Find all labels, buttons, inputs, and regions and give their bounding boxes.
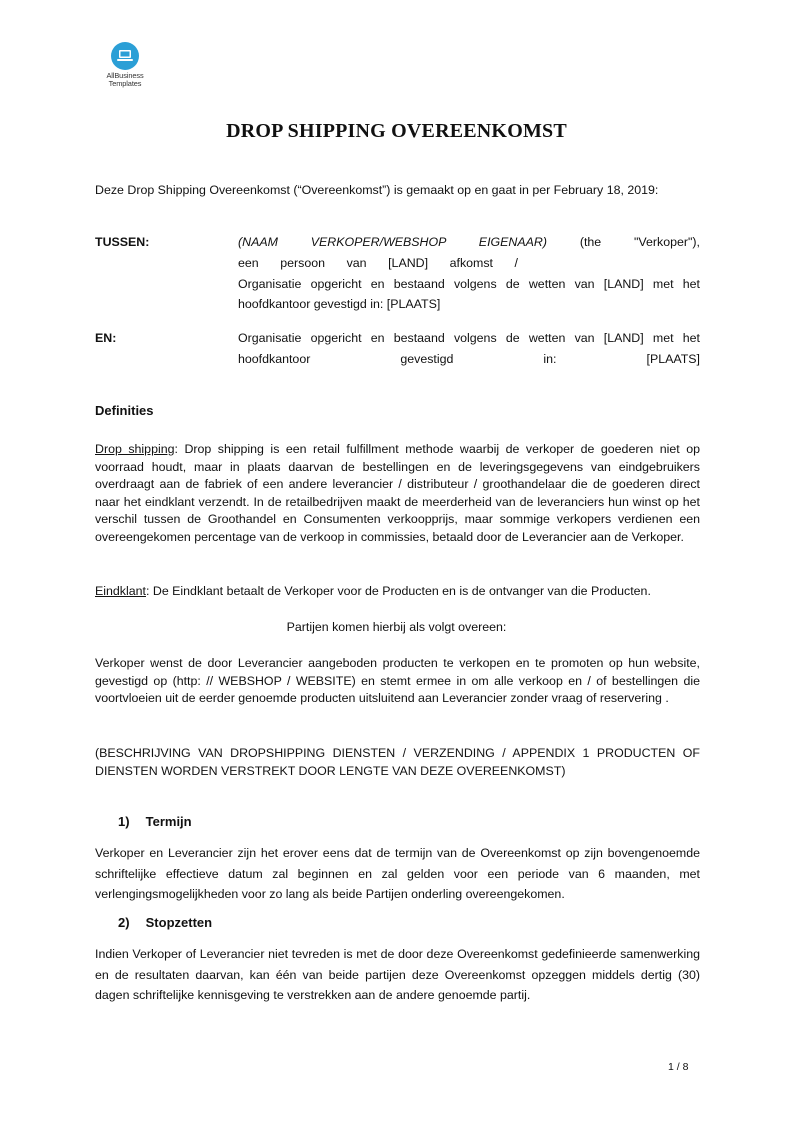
en-label: EN:: [95, 331, 117, 345]
definities-heading: Definities: [95, 403, 154, 418]
verkoper-paragraph: Verkoper wenst de door Leverancier aangeboden producten te verkopen en te promoten op hun website, gevestigd op (http: // WEBSHOP / WEBSITE) en stemt ermee in om alle verkoop en / of bestellingen die voortvloeien uit de eerder genoemde producten uitsluitend aan Leverancier zonder vraag of reservering .: [95, 656, 700, 706]
section-stopzetten-heading: 2) Stopzetten: [118, 915, 213, 930]
section-termijn-text: Verkoper en Leverancier zijn het erover eens dat de termijn van de Overeenkomst op zijn bovengenoemde schriftelijke effectieve datum zal beginnen en zal gelden voor een periode van 6 maanden, met verlengingsmogelijkheden voor zo lang als beide Partijen onderling overeengekomen.: [95, 846, 700, 901]
tussen-line1: (NAAM VERKOPER/WEBSHOP EIGENAAR) (the "Verkoper"),: [238, 235, 700, 249]
logo-text-line2: Templates: [108, 79, 142, 88]
tussen-label: TUSSEN:: [95, 235, 150, 249]
beschrijving-paragraph: (BESCHRIJVING VAN DROPSHIPPING DIENSTEN / VERZENDING / APPENDIX 1 PRODUCTEN OF DIENSTEN WORDEN VERSTREKT DOOR LENGTE VAN DEZE OVEREENKOMST): [95, 746, 700, 778]
logo-text-line1: AllBusiness: [106, 71, 144, 80]
section-termijn-heading: 1) Termijn: [118, 814, 192, 829]
drop-shipping-definition: Drop shipping: Drop shipping is een retail fulfillment methode waarbij de verkoper de goederen niet op voorraad houdt, maar in plaats daarvan de bestellingen en de leveringsgegevens van eindgebruikers overdraagt aan de fabriek of een andere leverancier / distributeur / groothandelaar die de goederen direct naar het eindklant verzendt. In de retailbedrijven maakt de meerderheid van de leveranciers hun winst op het verschil tussen de Groothandel en Consumenten verkoopprijs, maar sommige verkopers verdienen een overeengekomen percentage van de verkoop in commissies, betaald door de Leverancier aan de Verkoper.: [95, 442, 700, 544]
tussen-block: [238, 232, 700, 315]
seller-name-placeholder: (NAAM VERKOPER/WEBSHOP EIGENAAR): [238, 235, 547, 249]
section-stopzetten-text: Indien Verkoper of Leverancier niet tevreden is met de door deze Overeenkomst gedefinieerde samenwerking en de resultaten daarvan, kan één van beide partijen deze Overeenkomst opzeggen middels dertig (30) dagen schriftelijke kennisgeving te verstrekken aan de andere genoemde partij.: [95, 947, 700, 1002]
tussen-line2: een persoon van [LAND] afkomst /: [238, 255, 518, 270]
eindklant-term: Eindklant: [95, 584, 146, 598]
en-text: Organisatie opgericht en bestaand volgens de wetten van [LAND] met het hoofdkantoor gevestigd in: [PLAATS]: [238, 331, 700, 366]
eindklant-definition: Eindklant: De Eindklant betaalt de Verkoper voor de Producten en is de ontvanger van die Producten.: [95, 584, 651, 598]
intro-paragraph: Deze Drop Shipping Overeenkomst (“Overeenkomst”) is gemaakt op en gaat in per February 18, 2019:: [95, 183, 659, 197]
document-title: DROP SHIPPING OVEREENKOMST: [226, 120, 567, 142]
tussen-line3: Organisatie opgericht en bestaand volgens de wetten van [LAND] met het hoofdkantoor gevestigd in: [PLAATS]: [238, 276, 700, 312]
page-number: 1 / 8: [668, 1061, 689, 1073]
company-logo: [103, 42, 147, 88]
laptop-icon: [111, 42, 139, 70]
partijen-line: Partijen komen hierbij als volgt overeen:: [286, 620, 507, 634]
drop-shipping-term: Drop shipping: [95, 442, 175, 456]
